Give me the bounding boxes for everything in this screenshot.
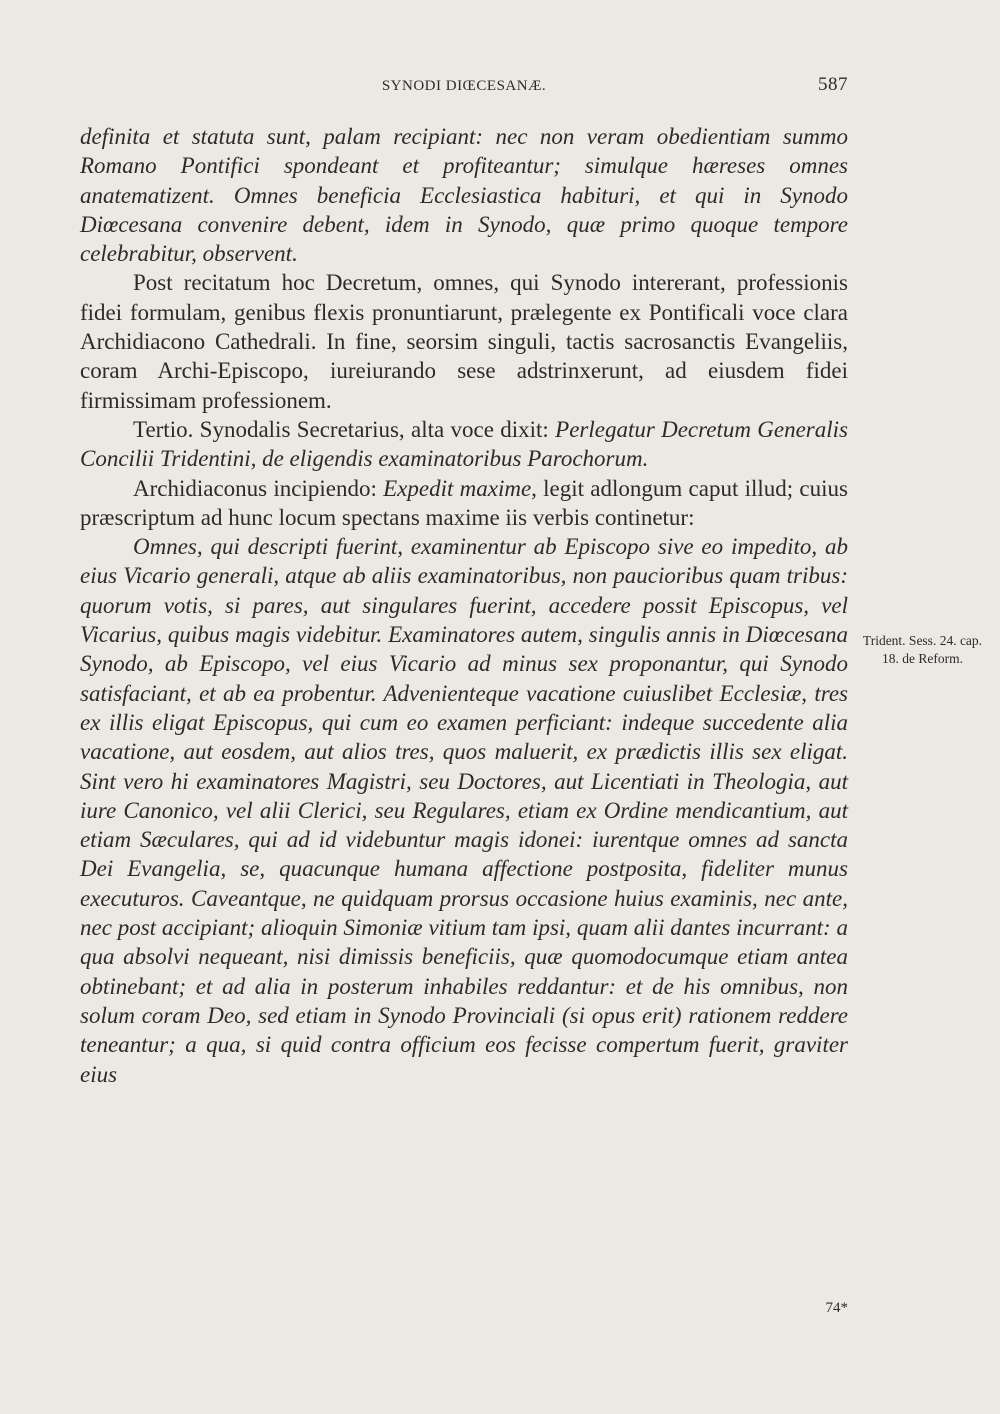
roman-text: Tertio. Synodalis Secretarius, alta voce dixit:: [133, 416, 556, 442]
paragraph-p1: [80, 122, 848, 268]
page-header: [80, 74, 848, 104]
page-number: 587: [818, 74, 848, 95]
italic-text: definita et statuta sunt, palam recipiant: nec non veram obedientiam summo Romano Pontifici spondeant et profiteantur; simulque hæreses omnes anatematizent. Omnes beneficia Ecclesiastica habituri, et qui in Synodo Diœcesana convenire debent, idem in Synodo, quæ primo quoque tempore celebrabitur, observent.: [80, 124, 848, 267]
margin-note: Trident. Sess. 24. cap. 18. de Reform.: [862, 633, 983, 666]
roman-text: Post recitatum hoc Decretum, omnes, qui Synodo intererant, professionis fidei formulam, genibus flexis pronuntiarunt, prælegente ex Pontificali voce clara Archidiacono Cathedrali. In fine, seorsim singuli, tactis sacrosanctis Evangeliis, coram Archi-Episcopo, iureiurando sese adstrinxerunt, ad eiusdem fidei firmissimam professionem.: [80, 270, 848, 413]
italic-text: Omnes, qui descripti fuerint, examinentur ab Episcopo sive eo impedito, ab eius Vicario generali, atque ab aliis examinatoribus, non paucioribus quam tribus: quorum votis, si pares, aut singulares fuerint, accedere possit Episcopus, vel Vicarius, quibus magis videbitur. Examinatores autem, singulis annis in Diœcesana Synodo, ab Episcopo, vel eius Vicario ad minus sex proponantur, qui Synodo satisfaciant, et ab ea probentur. Advenienteque vacatione cuiuslibet Ecclesiæ, tres ex illis eligat Episcopus, qui cum eo examen perficiant: indeque succedente alia vacatione, aut eosdem, aut alios tres, quos maluerit, ex prædictis illis sex eligat. Sint vero hi examinatores Magistri, seu Doctores, aut Licentiati in Theologia, aut iure Canonico, vel alii Clerici, seu Regulares, etiam ex Ordine mendicantium, aut etiam Sæculares, qui ad id videbuntur magis idonei: iurentque omnes ad sancta Dei Evangelia, se, quacunque humana affectione postposita, fideliter munus executuros. Caveantque, ne quidquam prorsus occasione huius examinis, nec ante, nec post accipiant; alioquin Simoniæ vitium tam ipsi, quam alii dantes incurrant: a qua absolvi nequeant, nisi dimissis beneficiis, quæ quomodocumque etiam antea obtinebant; et ad alia in posterum inhabiles reddantur: et de his omnibus, non solum coram Deo, sed etiam in Synodo Provinciali (si opus erit) rationem reddere teneantur; a qua, si quid contra officium eos fecisse compertum fuerit, graviter eius: [80, 534, 848, 1087]
running-title: SYNODI DIŒCESANÆ.: [381, 78, 547, 94]
italic-text: Expedit maxime,: [383, 475, 537, 501]
roman-text: Archidiaconus incipiendo:: [133, 475, 384, 501]
paragraph-p4: [80, 474, 848, 533]
main-text: [80, 122, 848, 1089]
paragraph-p2: [80, 268, 848, 414]
italic-text: Perlegatur Decretum Generalis Concilii Tridentini, de eligendis examinatoribus Parochorum.: [80, 416, 848, 472]
paragraph-p5: [80, 532, 848, 1089]
signature-mark: 74*: [825, 1300, 848, 1316]
paragraph-p3: [80, 415, 848, 474]
roman-text: legit adlongum caput illud; cuius præscriptum ad hunc locum spectans maxime iis verbis continetur:: [80, 475, 848, 530]
